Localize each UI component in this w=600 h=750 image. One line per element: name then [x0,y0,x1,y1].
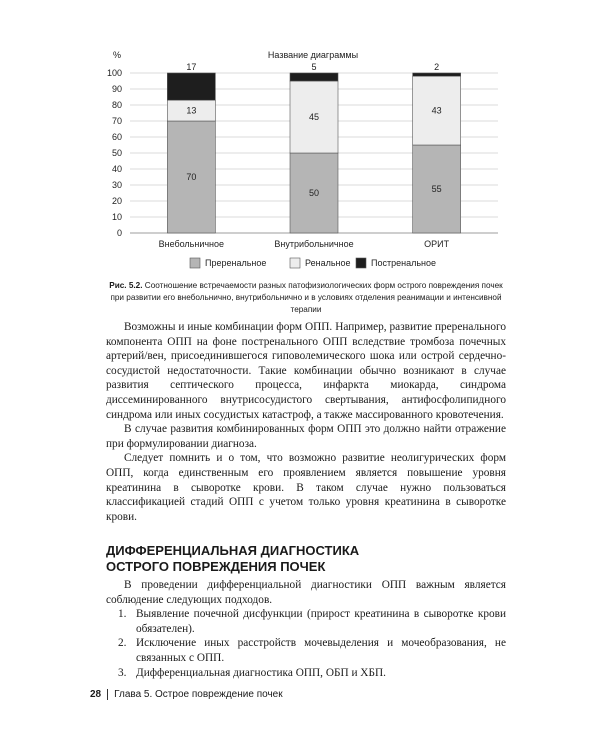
body-paragraphs [106,320,506,524]
heading-line-1: ДИФФЕРЕНЦИАЛЬНАЯ ДИАГНОСТИКА [106,543,360,558]
list-text: Выявление почечной дисфункции (прирост креатинина в сыворотке крови обязателен). [136,608,506,635]
paragraph: В случае развития комбинированных форм ОПП это должно найти отражение при формулировании диагноза. [106,423,506,450]
list-item [106,636,506,665]
x-tick-label: Внутрибольничное [274,239,354,249]
list-text: Дифференциальная диагностика ОПП, ОБП и ХБП. [136,666,386,679]
bar-segment [290,73,338,81]
y-tick-label: 10 [111,212,122,222]
list-number: 3. [118,666,127,679]
list-number: 1. [118,608,127,621]
legend-swatch [356,258,366,268]
list-text: Исключение иных расстройств мочевыделения и мочеобразования, не связанных с ОПП. [136,637,506,664]
y-tick-label: 20 [111,196,122,206]
paragraph: Следует помнить и о том, что возможно развитие неолигурических форм ОПП, когда единственным его проявлением является повышение уровня креатинина в сыворотке крови. В таком случае нужно пользоваться классификацией стадий ОПП с учетом только уровня креатинина в сыворотке крови. [106,452,506,523]
list-item [106,607,506,636]
figure-caption [106,280,506,316]
list-number: 2. [118,637,127,650]
y-tick-label: 30 [111,180,122,190]
legend-label: Ренальное [305,258,351,268]
x-tick-label: Внебольничное [158,239,225,249]
y-axis-label: % [112,50,122,60]
list-item [106,666,506,681]
legend-label: Постренальное [371,258,437,268]
intro-paragraph: В проведении дифференциальной диагностики ОПП важным является соблюдение следующих подходов. [106,579,506,606]
stacked-bar-chart [100,45,500,277]
data-label: 55 [431,184,442,194]
y-tick-label: 90 [111,84,122,94]
section-body [106,578,506,680]
data-label: 13 [186,105,197,116]
data-label: 50 [308,188,320,198]
legend-swatch [190,258,200,268]
caption-label: Рис. 5.2. [109,281,143,290]
data-label: 45 [308,112,320,122]
x-tick-label: ОРИТ [424,239,450,249]
y-tick-label: 100 [106,68,122,78]
y-tick-label: 0 [116,228,122,238]
y-tick-label: 40 [111,164,122,174]
data-label: 2 [434,62,440,72]
section-heading [106,543,506,575]
heading-line-2: ОСТРОГО ПОВРЕЖДЕНИЯ ПОЧЕК [106,559,326,574]
legend-swatch [290,258,300,268]
legend-label: Преренальное [205,258,267,268]
y-tick-label: 80 [111,100,122,110]
page-footer [90,684,283,704]
running-title: Глава 5. Острое повреждение почек [114,688,283,700]
y-tick-label: 50 [111,148,122,158]
data-label: 5 [311,62,317,72]
chart-title: Название диаграммы [267,50,359,60]
page-number: 28 [90,689,108,700]
bar-segment [413,73,461,76]
data-label: 17 [186,62,197,72]
data-label: 43 [431,105,442,116]
bar-segment [167,73,215,100]
paragraph: Возможны и иные комбинации форм ОПП. Например, развитие преренального компонента ОПП на фоне постренального ОПП вследствие тромбоза почечных артерий/вен, присоединившегося гиповолемического шока или острой сердечно-сосудистой недостаточности. Такие комбинации обычно возникают в случае развития септического процесса, инфаркта миокарда, синдрома диссеминированного внутрисосудистого свертывания, антифосфолипидного синдрома или иных сосудистых катастроф, а также массированного кровотечения. [106,321,506,421]
caption-text: Соотношение встречаемости разных патофизиологических форм острого повреждения почек при развитии его внебольнично, внутрибольнично и в условиях отделения реанимации и интенсивной терапии [110,281,503,314]
y-tick-label: 70 [111,116,122,126]
y-tick-label: 60 [111,132,122,142]
data-label: 70 [186,172,197,182]
